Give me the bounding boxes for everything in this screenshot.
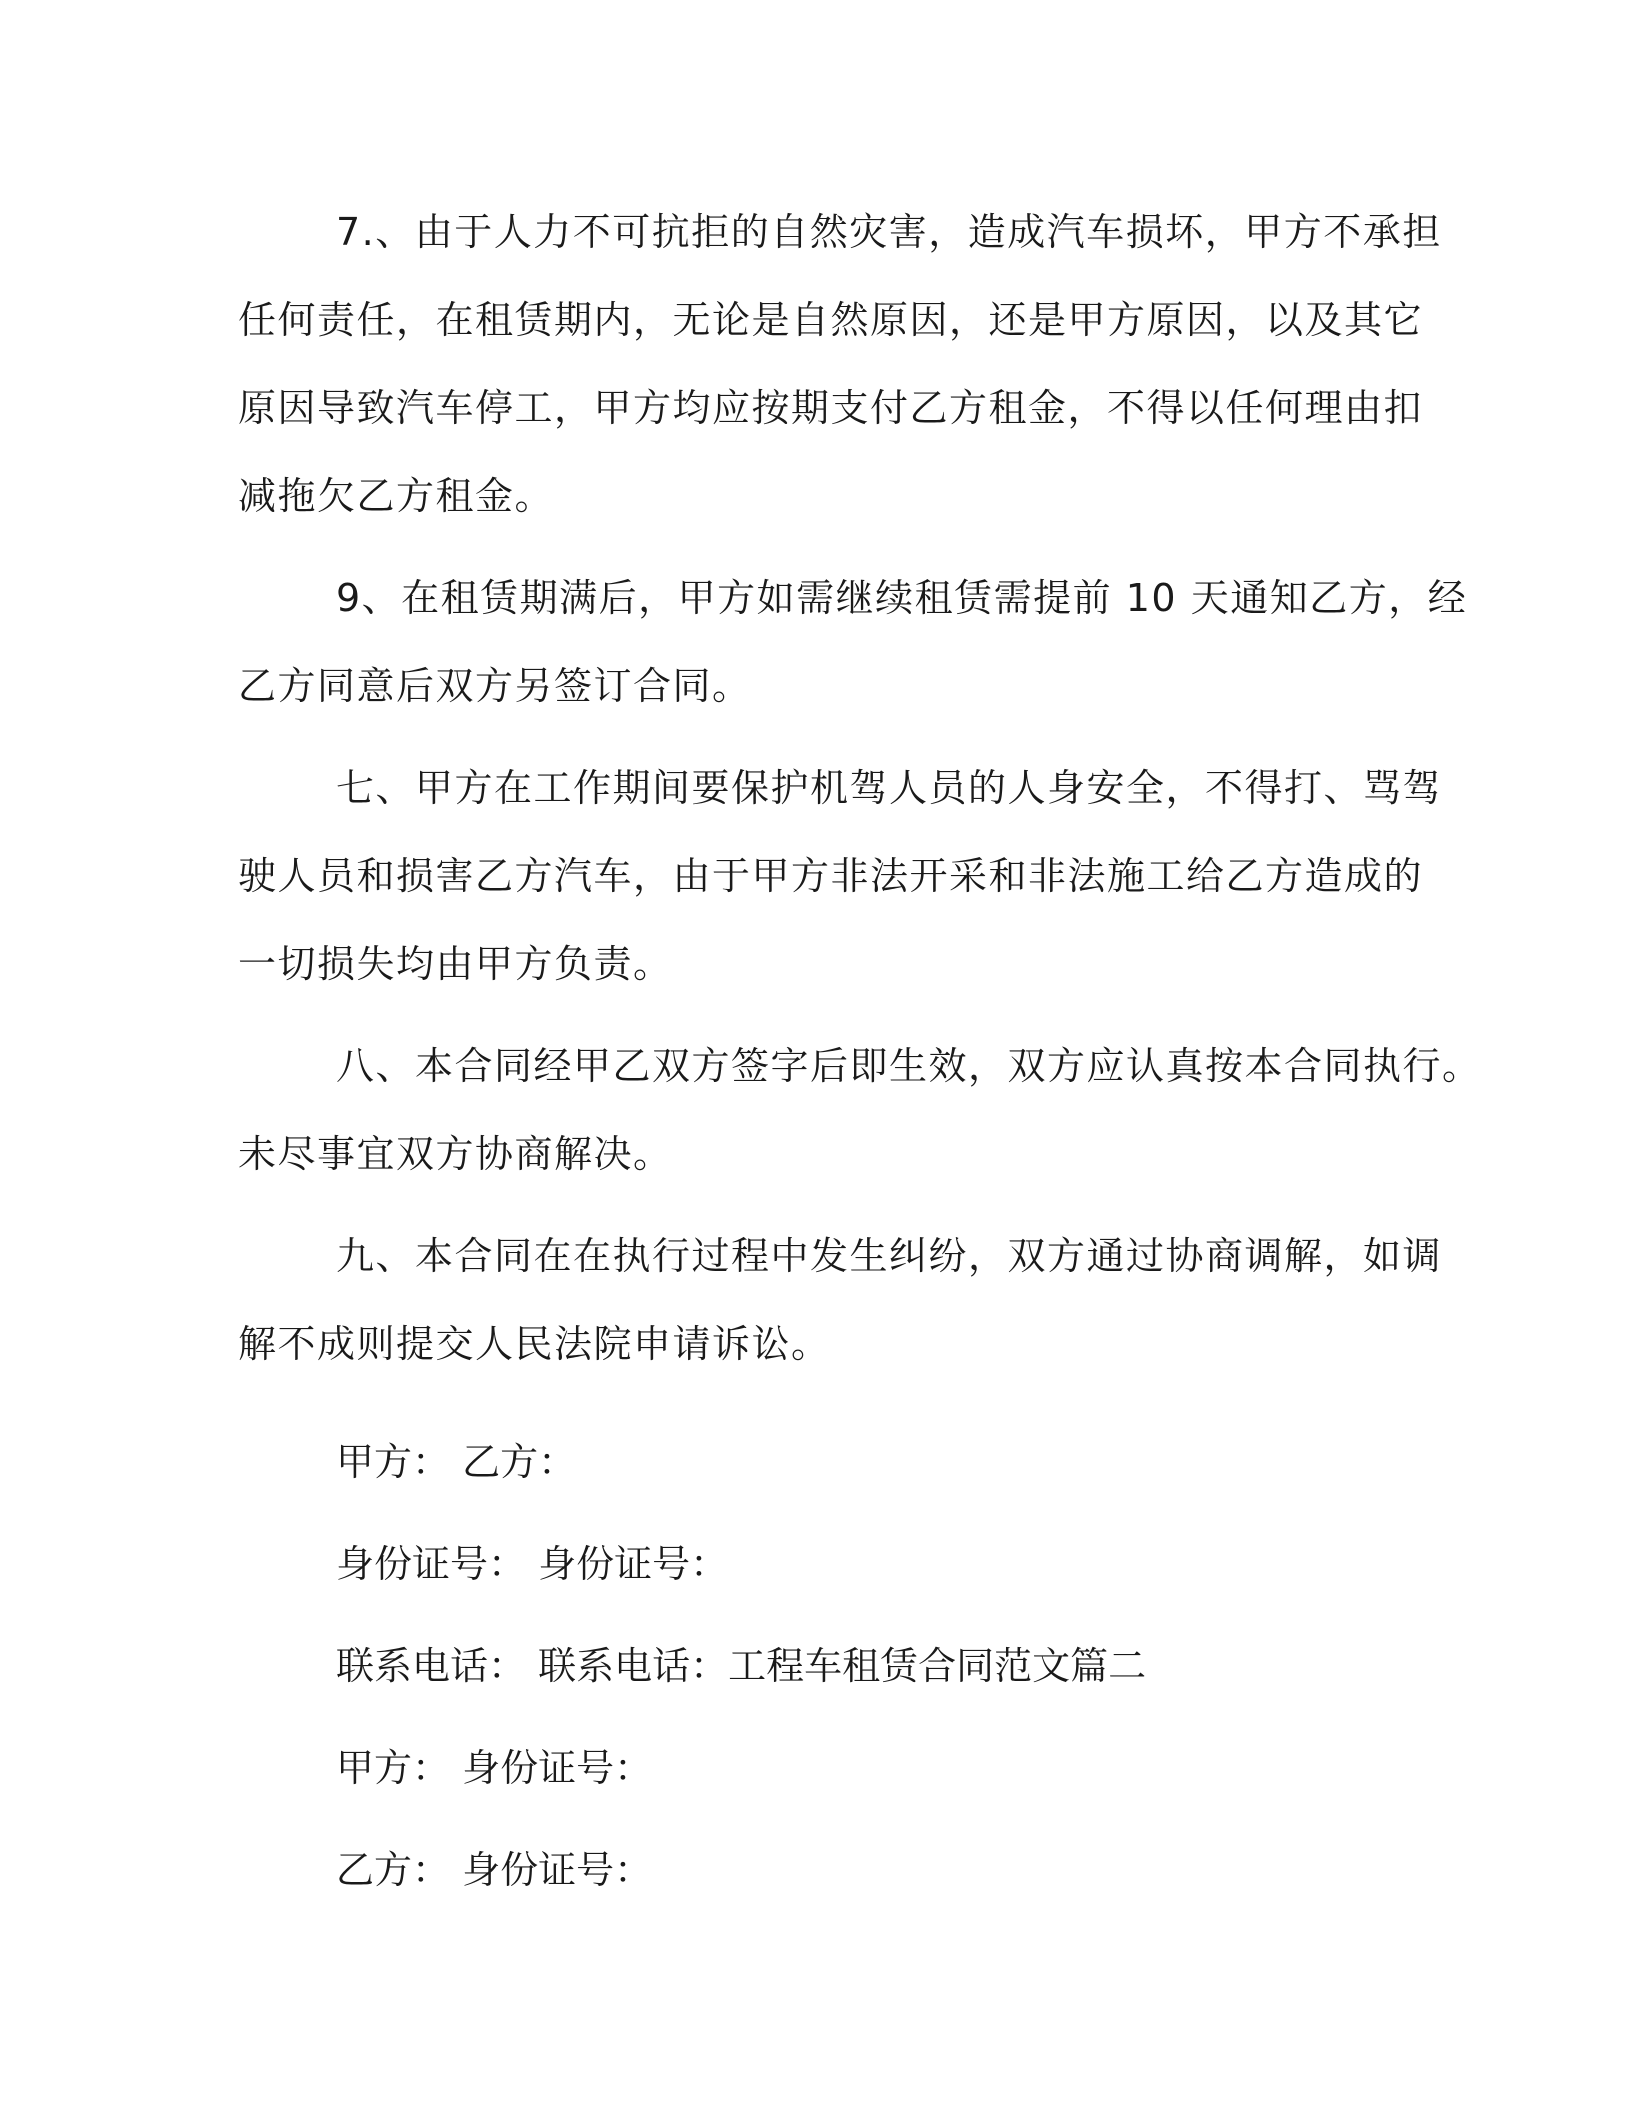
- paragraph-line: 减拖欠乙方租金。: [238, 474, 555, 518]
- paragraph-line: 任何责任，在租赁期内，无论是自然原因，还是甲方原因，以及其它: [238, 298, 1424, 342]
- paragraph-line: 未尽事宜双方协商解决。: [238, 1132, 673, 1176]
- paragraph-line: 7.、由于人力不可抗拒的自然灾害，造成汽车损坏，甲方不承担: [336, 210, 1442, 254]
- paragraph-line: 一切损失均由甲方负责。: [238, 942, 673, 986]
- signature-line: 乙方： 身份证号：: [336, 1848, 653, 1892]
- paragraph-line: 七、甲方在工作期间要保护机驾人员的人身安全，不得打、骂驾: [336, 766, 1443, 810]
- signature-line: 联系电话： 联系电话：工程车租赁合同范文篇二: [336, 1644, 1147, 1688]
- signature-line: 身份证号： 身份证号：: [336, 1542, 729, 1586]
- signature-line: 甲方： 乙方：: [336, 1440, 577, 1484]
- paragraph-line: 九、本合同在在执行过程中发生纠纷，双方通过协商调解，如调: [336, 1234, 1443, 1278]
- paragraph-line: 驶人员和损害乙方汽车，由于甲方非法开采和非法施工给乙方造成的: [238, 854, 1424, 898]
- paragraph-line: 解不成则提交人民法院申请诉讼。: [238, 1322, 831, 1366]
- paragraph-line: 原因导致汽车停工，甲方均应按期支付乙方租金，不得以任何理由扣: [238, 386, 1424, 430]
- clause-9: [238, 554, 1468, 730]
- clause-nine: [238, 1212, 1443, 1388]
- document-body: [238, 188, 1482, 1892]
- paragraph-line: 乙方同意后双方另签订合同。: [238, 664, 752, 708]
- signature-line: 甲方： 身份证号：: [336, 1746, 653, 1790]
- signature-block: [238, 1440, 1418, 1892]
- clause-seven: [238, 744, 1443, 1008]
- paragraph-line: 9、在租赁期满后，甲方如需继续租赁需提前 10 天通知乙方，经: [336, 576, 1468, 620]
- clause-7: [238, 188, 1442, 540]
- paragraph-line: 八、本合同经甲乙双方签字后即生效，双方应认真按本合同执行。: [336, 1044, 1482, 1088]
- clause-eight: [238, 1022, 1482, 1198]
